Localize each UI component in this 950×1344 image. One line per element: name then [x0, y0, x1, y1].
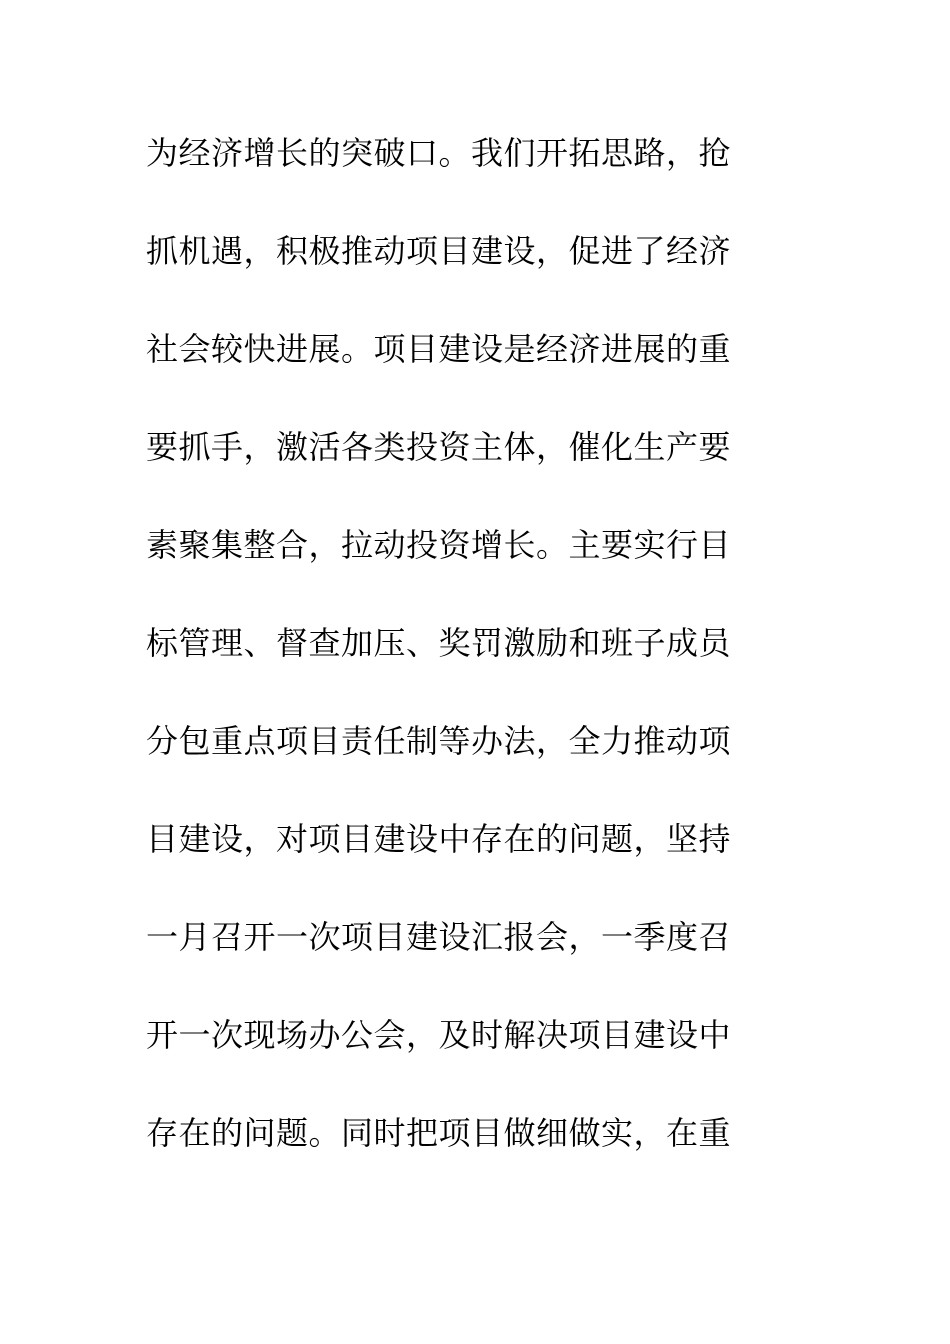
text-line: 开一次现场办公会，及时解决项目建设中	[146, 1016, 732, 1054]
body-text	[146, 128, 786, 1206]
text-line: 存在的问题。同时把项目做细做实，在重	[146, 1114, 732, 1152]
text-line: 社会较快进展。项目建设是经济进展的重	[146, 330, 732, 368]
text-line: 要抓手，激活各类投资主体，催化生产要	[146, 428, 732, 466]
text-line: 为经济增长的突破口。我们开拓思路，抢	[146, 134, 732, 172]
text-line: 素聚集整合，拉动投资增长。主要实行目	[146, 526, 732, 564]
text-line: 分包重点项目责任制等办法，全力推动项	[146, 722, 732, 760]
text-line: 标管理、督查加压、奖罚激励和班子成员	[146, 624, 732, 662]
text-line: 目建设，对项目建设中存在的问题，坚持	[146, 820, 732, 858]
text-line: 抓机遇，积极推动项目建设，促进了经济	[146, 232, 732, 270]
text-line: 一月召开一次项目建设汇报会，一季度召	[146, 918, 732, 956]
